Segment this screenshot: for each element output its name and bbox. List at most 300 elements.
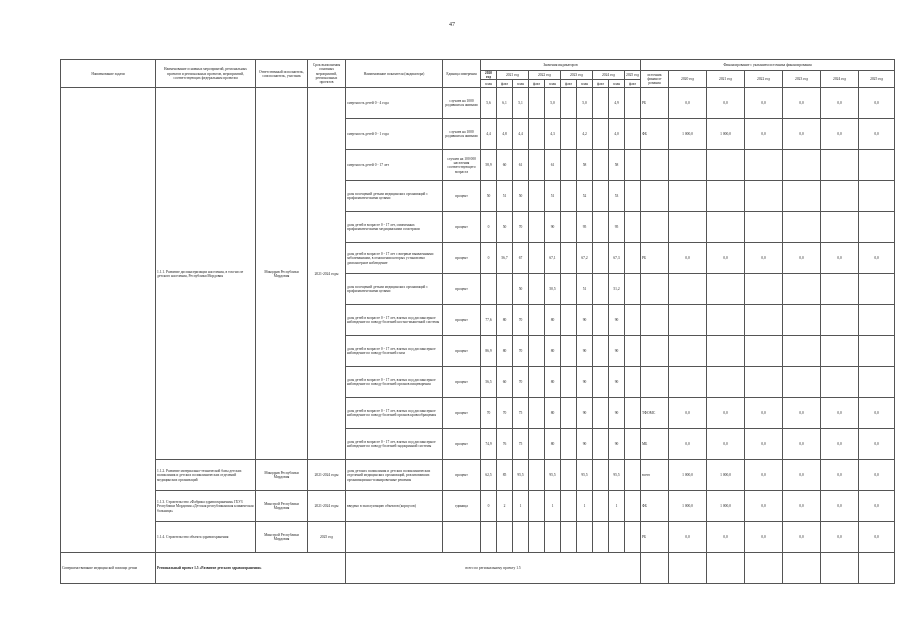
value-cell	[561, 398, 577, 429]
value-cell	[529, 181, 545, 212]
responsible-cell: Минздрав Республики Мордовия	[256, 460, 308, 491]
funding-cell	[707, 274, 745, 305]
funding-cell	[669, 336, 707, 367]
header-period: Срок выполнения основных мероприятий, региональных проектов	[308, 60, 346, 88]
value-cell: 1	[545, 491, 561, 522]
funding-cell: 0,0	[859, 119, 895, 150]
funding-cell	[707, 336, 745, 367]
unit-cell: процент	[443, 460, 481, 491]
header-responsible: Ответственный исполнитель, соисполнитель, участник	[256, 60, 308, 88]
value-cell	[593, 460, 609, 491]
value-cell: 80	[497, 305, 513, 336]
value-cell: 4,0	[609, 119, 625, 150]
value-cell: 51,2	[609, 274, 625, 305]
indicator-cell: доля детей в возрасте 0 - 17 лет с впервые выявленными заболеваниями, в отношении которых установлено диспансерное наблюдение	[346, 243, 443, 274]
header-fact: факт	[593, 80, 609, 88]
program-table	[60, 59, 895, 584]
page-number: 47	[449, 22, 455, 28]
header-plan: план	[513, 80, 529, 88]
value-cell	[625, 150, 641, 181]
funding-cell	[783, 212, 821, 243]
header-fact: факт	[561, 80, 577, 88]
value-cell	[529, 274, 545, 305]
funding-cell: 0,0	[745, 119, 783, 150]
funding-cell: 0,0	[745, 491, 783, 522]
header-task: Наименование задачи	[61, 60, 156, 88]
value-cell: 70	[513, 212, 529, 243]
funding-cell: 0,0	[859, 88, 895, 119]
value-cell	[561, 181, 577, 212]
header-event: Наименование основных мероприятий, региональных проектов и региональных проектов, мероприятий, соответствующих федеральным проектам	[156, 60, 256, 88]
funding-cell: 0,0	[859, 522, 895, 553]
value-cell: 58	[577, 150, 593, 181]
funding-cell: 0,0	[707, 429, 745, 460]
value-cell	[593, 429, 609, 460]
funding-cell	[707, 367, 745, 398]
funding-cell: 0,0	[821, 398, 859, 429]
value-cell	[497, 274, 513, 305]
header-fund-year: 2023 год	[783, 71, 821, 88]
unit-cell: случаев на 1000 родившихся живыми	[443, 88, 481, 119]
value-cell: 80	[545, 367, 561, 398]
value-cell: 0	[481, 212, 497, 243]
funding-cell: 0,0	[745, 522, 783, 553]
value-cell: 53	[609, 181, 625, 212]
value-cell: 4,8	[497, 119, 513, 150]
unit-cell: процент	[443, 181, 481, 212]
source-cell	[641, 150, 669, 181]
value-cell: 60	[497, 367, 513, 398]
header-year: 2025 год	[625, 71, 641, 80]
header-indicator: Наименование показателя (индикатора)	[346, 60, 443, 88]
source-cell: МБ	[641, 429, 669, 460]
value-cell: 90	[545, 212, 561, 243]
value-cell	[529, 522, 545, 553]
funding-cell: 0,0	[859, 243, 895, 274]
value-cell: 51	[497, 181, 513, 212]
funding-cell: 1 000,0	[669, 119, 707, 150]
value-cell: 60	[497, 150, 513, 181]
value-cell	[593, 150, 609, 181]
value-cell	[561, 460, 577, 491]
footer-funding-cell	[859, 553, 895, 584]
value-cell	[593, 491, 609, 522]
value-cell: 58,9	[481, 150, 497, 181]
header-plan: план	[609, 80, 625, 88]
unit-cell: процент	[443, 336, 481, 367]
responsible-cell: Минстрой Республики Мордовия	[256, 491, 308, 522]
funding-cell: 0,0	[669, 88, 707, 119]
value-cell	[593, 181, 609, 212]
value-cell: 50	[513, 181, 529, 212]
indicator-cell: доля посещений детьми медицинских организаций с профилактическими целями	[346, 274, 443, 305]
value-cell	[529, 336, 545, 367]
funding-cell: 0,0	[745, 243, 783, 274]
source-cell	[641, 305, 669, 336]
funding-cell	[707, 181, 745, 212]
funding-cell	[669, 181, 707, 212]
value-cell: 75	[513, 429, 529, 460]
value-cell	[625, 336, 641, 367]
value-cell: 80	[545, 336, 561, 367]
funding-cell: 0,0	[707, 398, 745, 429]
indicator-cell	[346, 522, 443, 553]
value-cell	[529, 305, 545, 336]
value-cell	[529, 119, 545, 150]
value-cell: 85	[497, 460, 513, 491]
funding-cell	[669, 305, 707, 336]
funding-cell: 0,0	[669, 429, 707, 460]
funding-cell: 0,0	[821, 460, 859, 491]
value-cell: 74,9	[481, 429, 497, 460]
funding-cell: 0,0	[859, 460, 895, 491]
value-cell	[561, 429, 577, 460]
value-cell: 90	[609, 305, 625, 336]
source-cell: ТФОМС	[641, 398, 669, 429]
funding-cell	[821, 274, 859, 305]
value-cell: 67,1	[545, 243, 561, 274]
value-cell: 70	[513, 336, 529, 367]
funding-cell	[707, 305, 745, 336]
value-cell: 1	[609, 491, 625, 522]
value-cell: 95,5	[545, 460, 561, 491]
responsible-cell: Минздрав Республики Мордовия	[256, 88, 308, 460]
funding-cell	[783, 336, 821, 367]
value-cell: 4,3	[545, 119, 561, 150]
value-cell: 90	[609, 336, 625, 367]
funding-cell: 0,0	[745, 460, 783, 491]
value-cell: 0	[481, 491, 497, 522]
funding-cell: 1 000,0	[669, 460, 707, 491]
funding-cell	[707, 150, 745, 181]
funding-cell	[745, 305, 783, 336]
value-cell: 86,9	[481, 336, 497, 367]
header-fund-year: 2020 год	[669, 71, 707, 88]
funding-cell: 0,0	[783, 119, 821, 150]
table-row	[61, 522, 895, 553]
indicator-cell: доля детей в возрасте 0 - 17 лет, взятых под диспансерное наблюдение по поводу болезней костно-мышечной системы	[346, 305, 443, 336]
value-cell	[625, 429, 641, 460]
funding-cell	[821, 212, 859, 243]
value-cell: 90	[577, 336, 593, 367]
funding-cell: 0,0	[783, 88, 821, 119]
task-cell	[61, 88, 156, 553]
funding-cell	[783, 367, 821, 398]
footer-funding-cell	[745, 553, 783, 584]
table-row	[61, 553, 895, 584]
value-cell: 61	[545, 150, 561, 181]
indicator-cell: доля детских поликлиник и детских поликлинических отделений медицинских организаций, реализовавших организационно-планировочные решения	[346, 460, 443, 491]
event-cell: 1.1.1. Развитие диспансеризации населения, в том числе детского населения, Республики Мордовия	[156, 88, 256, 460]
source-cell: ФБ	[641, 491, 669, 522]
value-cell	[561, 243, 577, 274]
indicator-cell: смертность детей 0 - 1 года	[346, 119, 443, 150]
footer-project-cell: Региональный проект 1.5 «Развитие детского здравоохранения»	[156, 553, 346, 584]
header-year: 2020 год	[481, 71, 497, 80]
indicator-cell: доля детей в возрасте 0 - 17 лет, взятых под диспансерное наблюдение по поводу болезней органов кровообращения	[346, 398, 443, 429]
funding-cell: 0,0	[821, 119, 859, 150]
value-cell: 77,6	[481, 305, 497, 336]
value-cell: 95,5	[577, 460, 593, 491]
value-cell: 50	[497, 212, 513, 243]
unit-cell: процент	[443, 398, 481, 429]
funding-cell: 0,0	[707, 522, 745, 553]
source-cell	[641, 336, 669, 367]
header-year: 2022 год	[529, 71, 561, 80]
value-cell: 4,9	[609, 88, 625, 119]
value-cell	[593, 88, 609, 119]
indicator-cell: доля детей в возрасте 0 - 17 лет, охваченных профилактическими медицинскими осмотрами	[346, 212, 443, 243]
value-cell: 5,0	[545, 88, 561, 119]
value-cell	[625, 491, 641, 522]
indicator-cell: смертность детей 0 - 17 лет	[346, 150, 443, 181]
header-plan: план	[481, 80, 497, 88]
unit-cell: процент	[443, 367, 481, 398]
funding-cell	[783, 274, 821, 305]
funding-cell	[745, 336, 783, 367]
value-cell	[529, 150, 545, 181]
value-cell: 52	[577, 181, 593, 212]
value-cell: 70	[481, 398, 497, 429]
source-cell	[641, 212, 669, 243]
value-cell	[529, 243, 545, 274]
value-cell: 95	[577, 212, 593, 243]
source-cell	[641, 274, 669, 305]
value-cell: 70	[497, 398, 513, 429]
value-cell: 5,1	[513, 88, 529, 119]
value-cell	[625, 243, 641, 274]
funding-cell	[821, 367, 859, 398]
period-cell: 2025 год	[308, 522, 346, 553]
funding-cell	[783, 150, 821, 181]
value-cell: 90	[609, 398, 625, 429]
value-cell: 90	[577, 429, 593, 460]
value-cell: 90	[609, 367, 625, 398]
value-cell	[561, 212, 577, 243]
indicator-cell: введено в эксплуатацию объектов (корпусов)	[346, 491, 443, 522]
indicator-cell: доля детей в возрасте 0 - 17 лет, взятых под диспансерное наблюдение по поводу болезней глаза	[346, 336, 443, 367]
event-cell: 1.1.2. Развитие материально-технической базы детских поликлиник и детских поликлинических отделений медицинских организаций	[156, 460, 256, 491]
value-cell: 80	[545, 305, 561, 336]
value-cell	[529, 491, 545, 522]
value-cell	[529, 88, 545, 119]
value-cell: 67,2	[577, 243, 593, 274]
responsible-cell: Минстрой Республики Мордовия	[256, 522, 308, 553]
indicator-cell: смертность детей 0 - 4 года	[346, 88, 443, 119]
header-funding: Финансирование с указанием источника финансирования	[641, 60, 895, 71]
funding-cell: 0,0	[783, 522, 821, 553]
funding-cell	[745, 150, 783, 181]
funding-cell	[669, 367, 707, 398]
header-year: 2024 год	[593, 71, 625, 80]
value-cell	[529, 367, 545, 398]
funding-cell	[859, 181, 895, 212]
funding-cell	[821, 305, 859, 336]
funding-cell: 0,0	[783, 398, 821, 429]
header-fund-year: 2025 год	[859, 71, 895, 88]
value-cell	[593, 119, 609, 150]
period-cell: 2021-2024 годы	[308, 460, 346, 491]
value-cell: 75	[513, 398, 529, 429]
value-cell	[577, 522, 593, 553]
value-cell	[625, 398, 641, 429]
value-cell	[593, 398, 609, 429]
indicator-cell: доля детей в возрасте 0 - 17 лет, взятых под диспансерное наблюдение по поводу болезней органов пищеварения	[346, 367, 443, 398]
funding-cell	[783, 181, 821, 212]
value-cell	[625, 460, 641, 491]
value-cell: 4,4	[513, 119, 529, 150]
value-cell: 50	[481, 181, 497, 212]
unit-cell: единица	[443, 491, 481, 522]
value-cell: 58	[609, 150, 625, 181]
source-cell: всего	[641, 460, 669, 491]
funding-cell: 1 000,0	[707, 119, 745, 150]
indicator-cell: доля детей в возрасте 0 - 17 лет, взятых под диспансерное наблюдение по поводу болезней эндокринной системы	[346, 429, 443, 460]
funding-cell	[859, 305, 895, 336]
funding-cell: 0,0	[821, 243, 859, 274]
funding-cell: 0,0	[745, 88, 783, 119]
value-cell	[625, 274, 641, 305]
funding-cell: 0,0	[821, 429, 859, 460]
source-cell: РБ	[641, 88, 669, 119]
value-cell: 70	[513, 367, 529, 398]
funding-cell: 0,0	[821, 522, 859, 553]
header-year: 2023 год	[561, 71, 593, 80]
funding-cell: 0,0	[669, 398, 707, 429]
value-cell	[529, 398, 545, 429]
funding-cell	[821, 181, 859, 212]
value-cell: 5,6	[481, 88, 497, 119]
funding-cell	[707, 212, 745, 243]
funding-cell: 0,0	[859, 398, 895, 429]
value-cell	[497, 522, 513, 553]
funding-cell: 0,0	[745, 429, 783, 460]
event-cell: 1.1.4. Строительство объекта здравоохранения	[156, 522, 256, 553]
value-cell: 90	[577, 305, 593, 336]
value-cell: 50	[513, 274, 529, 305]
funding-cell: 1 000,0	[707, 491, 745, 522]
funding-cell	[745, 367, 783, 398]
funding-cell: 0,0	[707, 243, 745, 274]
unit-cell: случаев на 1000 родившихся живыми	[443, 119, 481, 150]
value-cell: 62,5	[481, 460, 497, 491]
value-cell	[593, 274, 609, 305]
funding-cell	[821, 150, 859, 181]
header-plan: план	[577, 80, 593, 88]
header-fact: факт	[497, 80, 513, 88]
funding-cell: 1 000,0	[707, 460, 745, 491]
unit-cell	[443, 522, 481, 553]
value-cell	[529, 429, 545, 460]
value-cell	[561, 522, 577, 553]
funding-cell: 0,0	[783, 243, 821, 274]
value-cell	[561, 367, 577, 398]
value-cell: 67	[513, 243, 529, 274]
value-cell	[561, 491, 577, 522]
value-cell: 61	[513, 150, 529, 181]
source-cell	[641, 181, 669, 212]
period-cell: 2021-2024 годы	[308, 88, 346, 460]
funding-cell: 0,0	[669, 522, 707, 553]
value-cell: 0	[481, 243, 497, 274]
event-cell: 1.1.3. Строительство «Фабрика здравоохранения» ГБУЗ Республики Мордовия «Детская республиканская клиническая больница»	[156, 491, 256, 522]
value-cell: 5,0	[577, 88, 593, 119]
value-cell: 95,5	[609, 460, 625, 491]
funding-cell: 0,0	[783, 491, 821, 522]
value-cell: 1	[577, 491, 593, 522]
value-cell: 80	[545, 398, 561, 429]
funding-cell	[669, 274, 707, 305]
header-unit: Единица измерения	[443, 60, 481, 88]
funding-cell	[859, 274, 895, 305]
funding-cell	[859, 212, 895, 243]
value-cell: 90	[577, 398, 593, 429]
value-cell	[513, 522, 529, 553]
funding-cell	[745, 181, 783, 212]
value-cell: 4,2	[577, 119, 593, 150]
header-fund-year: 2024 год	[821, 71, 859, 88]
value-cell: 6,1	[497, 88, 513, 119]
value-cell	[593, 243, 609, 274]
value-cell	[561, 119, 577, 150]
value-cell	[625, 522, 641, 553]
period-cell: 2021-2024 годы	[308, 491, 346, 522]
value-cell	[593, 336, 609, 367]
value-cell: 4,4	[481, 119, 497, 150]
funding-cell: 0,0	[859, 491, 895, 522]
value-cell	[593, 212, 609, 243]
header-fact: факт	[529, 80, 545, 88]
source-cell: ФБ	[641, 119, 669, 150]
source-cell: РБ	[641, 243, 669, 274]
value-cell: 51	[577, 274, 593, 305]
value-cell: 56,5	[481, 367, 497, 398]
value-cell	[481, 274, 497, 305]
table-row	[61, 88, 895, 119]
value-cell: 76	[497, 429, 513, 460]
value-cell	[561, 305, 577, 336]
header-plan: план	[545, 80, 561, 88]
value-cell	[561, 88, 577, 119]
value-cell: 70	[513, 305, 529, 336]
value-cell: 95,5	[513, 460, 529, 491]
header-indicator-values: Значения индикаторов	[481, 60, 641, 71]
footer-funding-cell	[783, 553, 821, 584]
value-cell	[561, 336, 577, 367]
value-cell	[593, 305, 609, 336]
source-cell: РБ	[641, 522, 669, 553]
funding-cell: 0,0	[707, 88, 745, 119]
value-cell: 56,7	[497, 243, 513, 274]
source-cell	[641, 367, 669, 398]
unit-cell: процент	[443, 243, 481, 274]
value-cell: 50,5	[545, 274, 561, 305]
funding-cell	[821, 336, 859, 367]
footer-source-cell	[641, 553, 669, 584]
indicator-cell: доля посещений детьми медицинских организаций с профилактическими целями	[346, 181, 443, 212]
funding-cell	[859, 150, 895, 181]
funding-cell	[669, 212, 707, 243]
value-cell	[625, 305, 641, 336]
funding-cell: 0,0	[821, 88, 859, 119]
unit-cell: процент	[443, 212, 481, 243]
value-cell: 80	[497, 336, 513, 367]
footer-funding-cell	[707, 553, 745, 584]
value-cell	[625, 88, 641, 119]
value-cell	[593, 367, 609, 398]
unit-cell: процент	[443, 429, 481, 460]
header-fund-year: 2022 год	[745, 71, 783, 88]
